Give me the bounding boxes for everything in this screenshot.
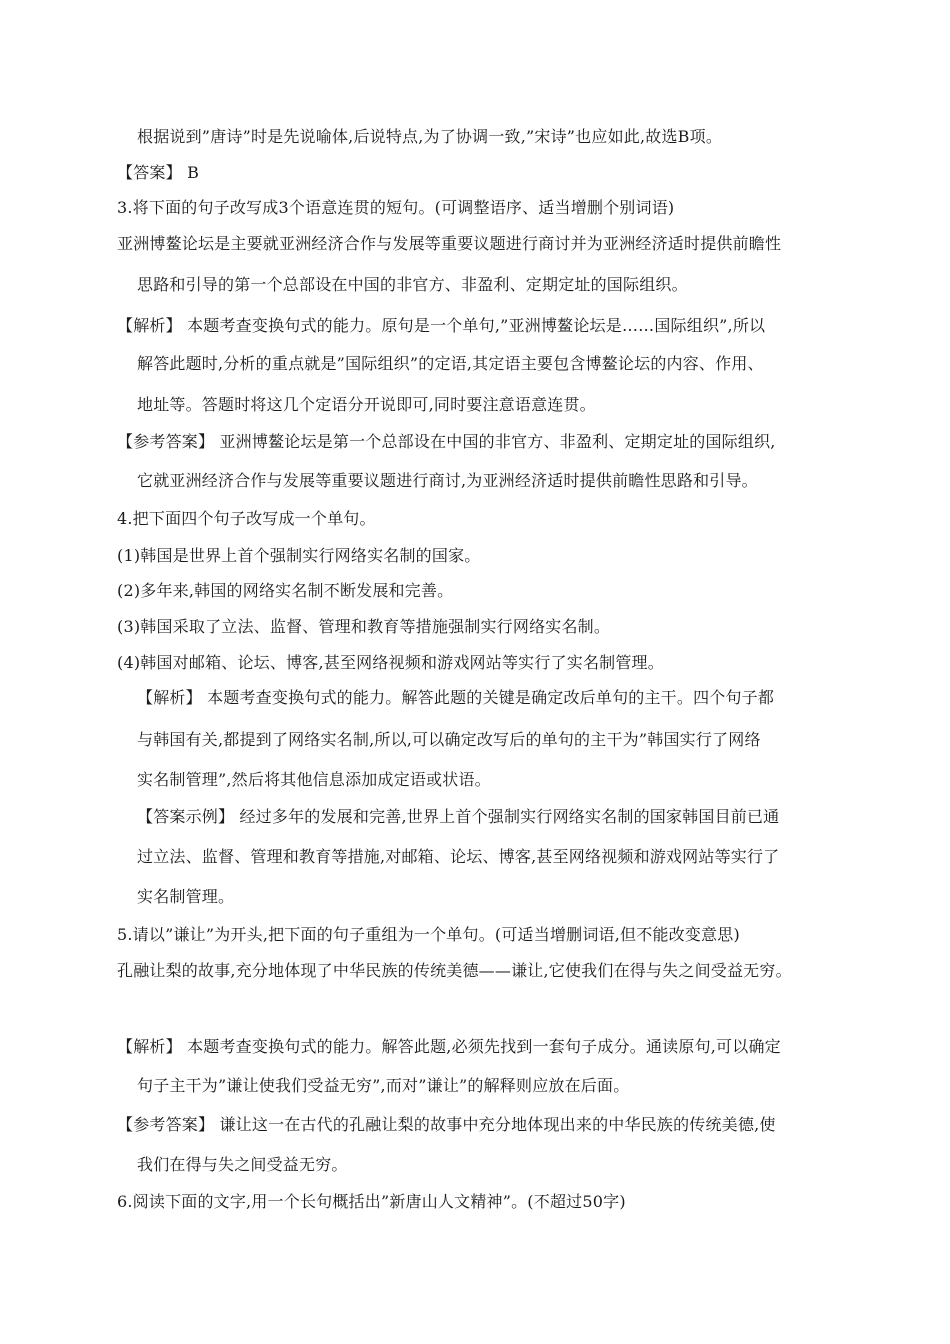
- reference-answer-line: 【参考答案】 亚洲博鳌论坛是第一个总部设在中国的非官方、非盈利、定期定址的国际组织,: [117, 432, 776, 451]
- answer-example-line: 【答案示例】 经过多年的发展和完善,世界上首个强制实行网络实名制的国家韩国目前已通: [137, 807, 780, 826]
- text-line: 实名制管理。: [137, 887, 235, 906]
- text-line: 我们在得与失之间受益无穷。: [137, 1155, 348, 1174]
- list-item: (1)韩国是世界上首个强制实行网络实名制的国家。: [117, 546, 481, 565]
- text-line: 亚洲博鳌论坛是主要就亚洲经济合作与发展等重要议题进行商讨并为亚洲经济适时提供前瞻性: [117, 234, 782, 253]
- question-4-title: 4.把下面四个句子改写成一个单句。: [117, 509, 376, 528]
- text-line: 思路和引导的第一个总部设在中国的非官方、非盈利、定期定址的国际组织。: [137, 275, 688, 294]
- text-line: 地址等。答题时将这几个定语分开说即可,同时要注意语意连贯。: [137, 395, 596, 414]
- analysis-line: 【解析】 本题考查变换句式的能力。原句是一个单句,”亚洲博鳌论坛是……国际组织”,所以: [117, 316, 766, 335]
- list-item: (2)多年来,韩国的网络实名制不断发展和完善。: [117, 581, 454, 600]
- reference-answer-line: 【参考答案】 谦让这一在古代的孔融让梨的故事中充分地体现出来的中华民族的传统美德,使: [117, 1115, 776, 1134]
- question-3-title: 3.将下面的句子改写成3个语意连贯的短句。(可调整语序、适当增删个别词语): [117, 198, 675, 217]
- analysis-line: 【解析】 本题考查变换句式的能力。解答此题的关键是确定改后单句的主干。四个句子都: [137, 688, 775, 707]
- text-line: 孔融让梨的故事,充分地体现了中华民族的传统美德——谦让,它使我们在得与失之间受益无穷。: [117, 961, 792, 980]
- question-6-title: 6.阅读下面的文字,用一个长句概括出”新唐山人文精神”。(不超过50字): [117, 1192, 626, 1211]
- text-line: 过立法、监督、管理和教育等措施,对邮箱、论坛、博客,甚至网络视频和游戏网站等实行了: [137, 847, 780, 866]
- list-item: (4)韩国对邮箱、论坛、博客,甚至网络视频和游戏网站等实行了实名制管理。: [117, 653, 664, 672]
- text-line: 实名制管理”,然后将其他信息添加成定语或状语。: [137, 770, 491, 789]
- text-line: 根据说到”唐诗”时是先说喻体,后说特点,为了协调一致,”宋诗”也应如此,故选B项。: [137, 127, 723, 146]
- text-line: 解答此题时,分析的重点就是”国际组织”的定语,其定语主要包含博鳌论坛的内容、作用、: [137, 354, 764, 373]
- answer-line: 【答案】 B: [117, 163, 200, 182]
- text-line: 与韩国有关,都提到了网络实名制,所以,可以确定改写后的单句的主干为”韩国实行了网络: [137, 730, 761, 749]
- question-5-title: 5.请以”谦让”为开头,把下面的句子重组为一个单句。(可适当增删词语,但不能改变意思): [117, 925, 740, 944]
- text-line: 它就亚洲经济合作与发展等重要议题进行商讨,为亚洲经济适时提供前瞻性思路和引导。: [137, 471, 758, 490]
- list-item: (3)韩国采取了立法、监督、管理和教育等措施强制实行网络实名制。: [117, 617, 611, 636]
- text-line: 句子主干为”谦让使我们受益无穷”,而对”谦让”的解释则应放在后面。: [137, 1076, 630, 1095]
- analysis-line: 【解析】 本题考查变换句式的能力。解答此题,必须先找到一套句子成分。通读原句,可以确定: [117, 1037, 781, 1056]
